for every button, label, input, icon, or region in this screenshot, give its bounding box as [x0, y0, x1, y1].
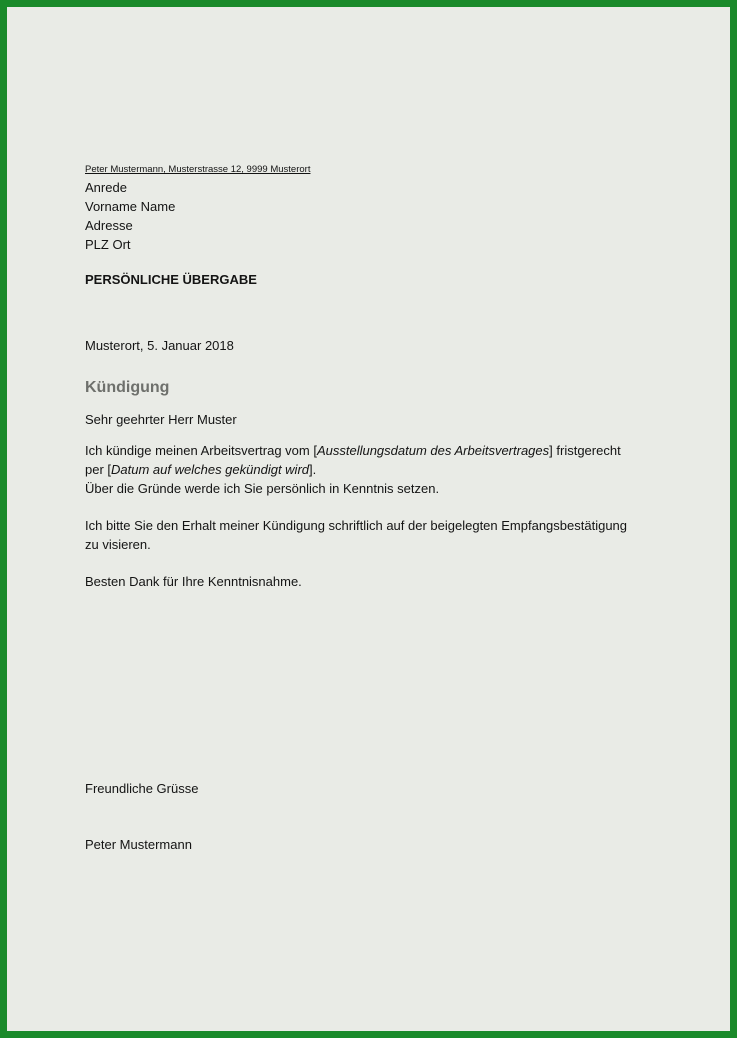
paragraph2-line2: zu visieren.: [85, 537, 151, 552]
recipient-salutation: Anrede: [85, 180, 127, 195]
paragraph2-line1: Ich bitte Sie den Erhalt meiner Kündigung schriftlich auf der beigelegten Empfangsbestätigung: [85, 518, 628, 533]
recipient-address: Adresse: [85, 218, 133, 233]
letter-body: [85, 441, 685, 591]
recipient-name: Vorname Name: [85, 199, 176, 214]
recipient-address-block: [85, 178, 175, 254]
letter-date: Musterort, 5. Januar 2018: [85, 338, 234, 353]
recipient-city: PLZ Ort: [85, 237, 131, 252]
paragraph1-line1: Ich kündige meinen Arbeitsvertrag vom [Ausstellungsdatum des Arbeitsvertrages] fristgerecht: [85, 443, 621, 458]
letter-greeting: Sehr geehrter Herr Muster: [85, 412, 237, 427]
paragraph1-line3: Über die Gründe werde ich Sie persönlich in Kenntnis setzen.: [85, 481, 440, 496]
sender-address-line: Peter Mustermann, Musterstrasse 12, 9999 Musterort: [85, 164, 311, 175]
letter-closing: Freundliche Grüsse: [85, 781, 199, 796]
letter-subject: Kündigung: [85, 379, 170, 396]
paragraph1-line2: per [Datum auf welches gekündigt wird].: [85, 462, 317, 477]
delivery-note: PERSÖNLICHE ÜBERGABE: [85, 272, 257, 287]
paragraph3: Besten Dank für Ihre Kenntnisnahme.: [85, 574, 302, 589]
letter-page: [7, 7, 730, 1031]
letter-signature: Peter Mustermann: [85, 837, 192, 852]
